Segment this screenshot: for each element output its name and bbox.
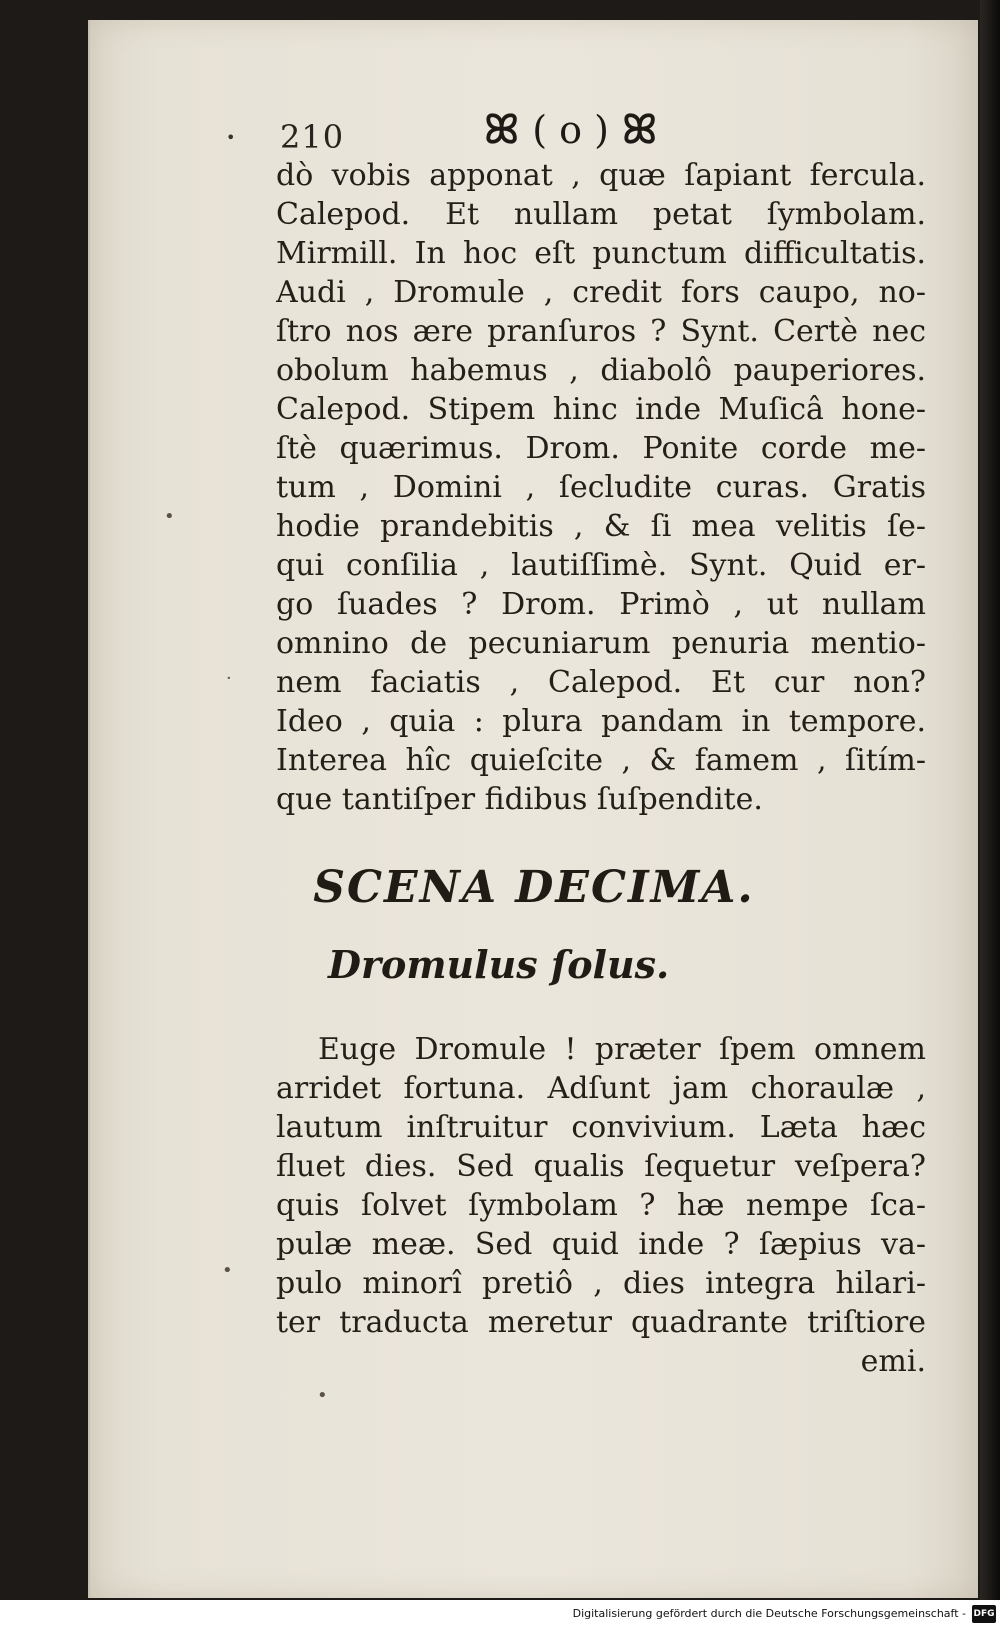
text-line: quis ſolvet ſymbolam ? hæ nempe ſca- [276,1188,926,1223]
paragraph-1 [276,156,926,819]
margin-mark: • [226,128,236,147]
running-head [484,106,658,153]
text-line: ſtro nos ære pranſuros ? Synt. Certè nec [276,314,926,349]
margin-mark: · [226,668,232,689]
text-line: lautum inſtruitur convivium. Læta hæc [276,1110,926,1145]
text-line: ſtè quærimus. Drom. Ponite corde me- [276,431,926,466]
text-line: Audi , Dromule , credit fors caupo, no- [276,275,926,310]
text-line: arridet fortuna. Adſunt jam choraulæ , [276,1071,926,1106]
text-line: pulæ meæ. Sed quid inde ? ſæpius va- [276,1227,926,1262]
margin-mark: • [164,506,175,527]
catchword: emi. [860,1344,926,1379]
text-line: pulo minorî pretiô , dies integra hilari- [276,1266,926,1301]
text-line: hodie prandebitis , & ſi mea velitis ſe- [276,509,926,544]
footer-bar [0,1600,1000,1632]
text-line: fluet dies. Sed qualis ſequetur veſpera? [276,1149,926,1184]
running-head-center: ( o ) [532,108,609,152]
text-line: tum , Domini , ſecludite curas. Gratis [276,470,926,505]
margin-mark: • [317,1385,328,1406]
page-number: 210 [280,118,345,156]
text-line: dò vobis apponat , quæ ſapiant fercula. [276,158,926,193]
scene-subtitle: Dromulus ſolus. [328,942,670,987]
text-line: Euge Dromule ! præter ſpem omnem [318,1032,926,1067]
text-line: nem faciatis , Calepod. Et cur non? [276,665,926,700]
text-line: ter traducta meretur quadrante triſtiore [276,1305,926,1340]
text-line: obolum habemus , diabolô pauperiores. [276,353,926,388]
paragraph-2 [276,1030,926,1381]
text-line: Calepod. Stipem hinc inde Muſicâ hone- [276,392,926,427]
right-ornament-icon: ꕤ [622,106,658,153]
footer-note: Digitalisierung gefördert durch die Deutsche Forschungsgemeinschaft - [572,1607,966,1620]
text-line: que tantiſper fidibus ſuſpendite. [276,782,763,817]
text-line: qui conſilia , lautiſſimè. Synt. Quid er- [276,548,926,583]
text-line: Ideo , quia : plura pandam in tempore. [276,704,926,739]
text-line: Interea hîc quieſcite , & famem , ſitím- [276,743,926,778]
dfg-logo-icon: DFG [972,1605,996,1623]
text-line: Calepod. Et nullam petat ſymbolam. [276,197,926,232]
margin-mark: • [222,1260,233,1281]
page-edge [980,0,1000,1600]
text-line: Mirmill. In hoc eſt punctum difficultatis. [276,236,926,271]
scene-title: SCENA DECIMA. [313,862,755,913]
left-ornament-icon: ꕤ [484,106,520,153]
book-page [88,20,978,1598]
text-line: go ſuades ? Drom. Primò , ut nullam [276,587,926,622]
text-line: omnino de pecuniarum penuria mentio- [276,626,926,661]
